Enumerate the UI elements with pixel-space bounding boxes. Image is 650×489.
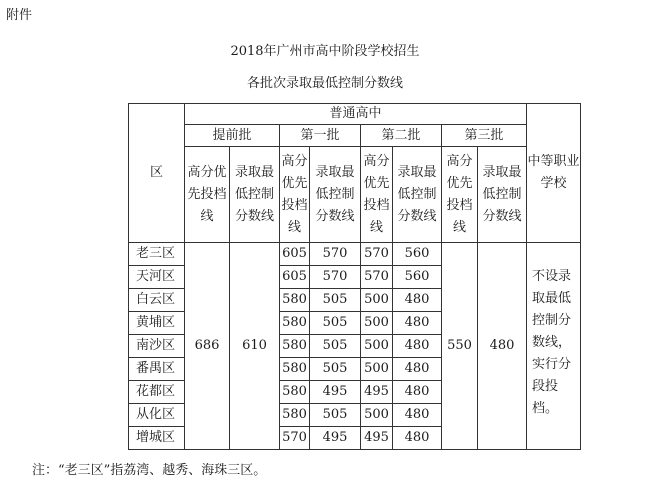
sub-header-min-second: 录取最低控制分数线 <box>393 147 442 243</box>
second-batch-excellent-cell: 500 <box>361 358 393 381</box>
batch-early: 提前批 <box>185 125 280 147</box>
second-batch-min-cell: 480 <box>393 381 442 404</box>
second-batch-min-cell: 560 <box>393 266 442 289</box>
second-batch-min-cell: 480 <box>393 312 442 335</box>
district-cell: 番禺区 <box>129 358 185 381</box>
sub-header-excellent-third: 高分优先投档线 <box>442 147 478 243</box>
first-batch-min-cell: 505 <box>310 312 361 335</box>
vocational-header <box>527 104 581 243</box>
second-batch-min-cell: 480 <box>393 404 442 427</box>
footnote: 注：“老三区”指荔湾、越秀、海珠三区。 <box>32 463 267 478</box>
attachment-label: 附件 <box>6 8 33 23</box>
score-table <box>128 103 581 450</box>
second-batch-min-cell: 480 <box>393 289 442 312</box>
first-batch-excellent-cell: 580 <box>280 312 310 335</box>
table-row <box>129 243 581 266</box>
sub-header-excellent-early: 高分优先投档线 <box>185 147 230 243</box>
district-cell: 老三区 <box>129 243 185 266</box>
sub-header-min-early: 录取最低控制分数线 <box>230 147 280 243</box>
early-batch-excellent-cell: 686 <box>185 243 230 450</box>
second-batch-excellent-cell: 500 <box>361 312 393 335</box>
first-batch-excellent-cell: 580 <box>280 335 310 358</box>
sub-header-excellent-second: 高分优先投档线 <box>361 147 393 243</box>
second-batch-min-cell: 480 <box>393 427 442 450</box>
batch-third: 第三批 <box>442 125 527 147</box>
first-batch-min-cell: 505 <box>310 289 361 312</box>
first-batch-min-cell: 505 <box>310 335 361 358</box>
vocational-note-cell <box>527 243 581 450</box>
second-batch-excellent-cell: 500 <box>361 404 393 427</box>
vocational-note: 不设录取最低控制分数线，实行分段投档。 <box>532 269 572 416</box>
batch-first: 第一批 <box>280 125 361 147</box>
sub-header-min-first: 录取最低控制分数线 <box>310 147 361 243</box>
title-line-2: 各批次录取最低控制分数线 <box>246 76 403 91</box>
second-batch-excellent-cell: 570 <box>361 266 393 289</box>
first-batch-min-cell: 570 <box>310 243 361 266</box>
first-batch-excellent-cell: 580 <box>280 358 310 381</box>
first-batch-min-cell: 570 <box>310 266 361 289</box>
second-batch-excellent-cell: 495 <box>361 381 393 404</box>
second-batch-min-cell: 480 <box>393 335 442 358</box>
district-cell: 白云区 <box>129 289 185 312</box>
first-batch-excellent-cell: 605 <box>280 266 310 289</box>
district-cell: 天河区 <box>129 266 185 289</box>
first-batch-excellent-cell: 605 <box>280 243 310 266</box>
first-batch-min-cell: 505 <box>310 404 361 427</box>
second-batch-excellent-cell: 570 <box>361 243 393 266</box>
general-high-header: 普通高中 <box>185 104 527 125</box>
second-batch-excellent-cell: 500 <box>361 335 393 358</box>
second-batch-excellent-cell: 495 <box>361 427 393 450</box>
first-batch-min-cell: 505 <box>310 358 361 381</box>
second-batch-min-cell: 480 <box>393 358 442 381</box>
first-batch-excellent-cell: 580 <box>280 289 310 312</box>
third-batch-excellent-cell: 550 <box>442 243 478 450</box>
second-batch-excellent-cell: 500 <box>361 289 393 312</box>
district-cell: 南沙区 <box>129 335 185 358</box>
district-cell: 从化区 <box>129 404 185 427</box>
first-batch-min-cell: 495 <box>310 381 361 404</box>
district-cell: 花都区 <box>129 381 185 404</box>
title-line-1: 2018年广州市高中阶段学校招生 <box>230 44 420 59</box>
district-cell: 黄埔区 <box>129 312 185 335</box>
first-batch-excellent-cell: 580 <box>280 381 310 404</box>
second-batch-min-cell: 560 <box>393 243 442 266</box>
batch-second: 第二批 <box>361 125 442 147</box>
vocational-header-text: 中等职业学校 <box>527 154 580 191</box>
district-cell: 增城区 <box>129 427 185 450</box>
sub-header-min-third: 录取最低控制分数线 <box>478 147 527 243</box>
first-batch-min-cell: 495 <box>310 427 361 450</box>
first-batch-excellent-cell: 580 <box>280 404 310 427</box>
district-header: 区 <box>129 104 185 243</box>
third-batch-min-cell: 480 <box>478 243 527 450</box>
early-batch-min-cell: 610 <box>230 243 280 450</box>
first-batch-excellent-cell: 570 <box>280 427 310 450</box>
sub-header-excellent-first: 高分优先投档线 <box>280 147 310 243</box>
